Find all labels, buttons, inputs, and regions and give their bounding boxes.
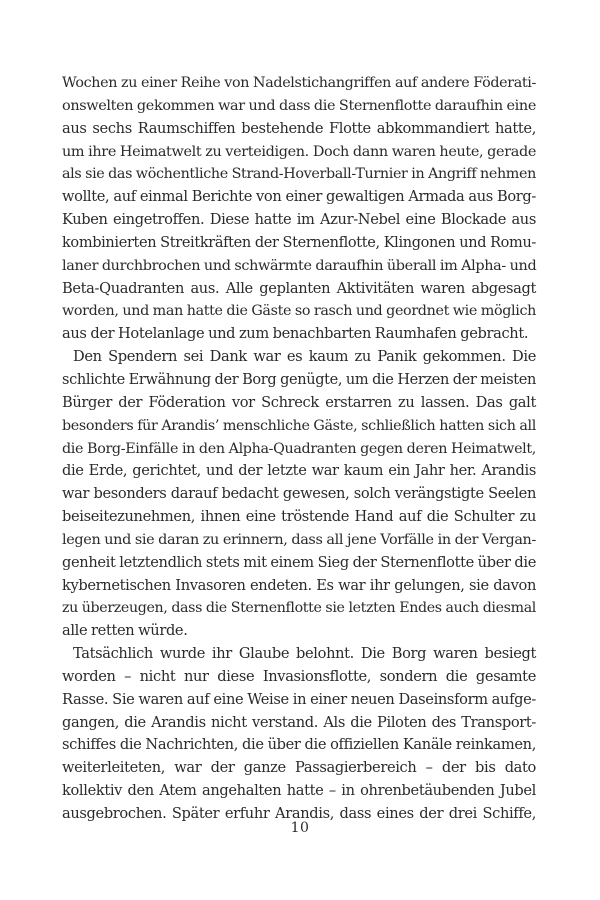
text-line: Beta-Quadranten aus. Alle geplanten Aktivitäten waren abgesagt	[62, 279, 536, 297]
text-line: Den Spendern sei Dank war es kaum zu Panik gekommen. Die	[73, 348, 536, 366]
text-line: Kuben eingetroffen. Diese hatte im Azur-Nebel eine Blockade aus	[62, 211, 536, 229]
text-line: die Erde, gerichtet, und der letzte war kaum ein Jahr her. Arandis	[62, 462, 536, 480]
text-line: ausgebrochen. Später erfuhr Arandis, dass eines der drei Schiffe,	[62, 805, 536, 822]
text-line: genheit letztendlich stets mit einem Sieg der Sternenflotte über die	[62, 553, 537, 571]
text-line: beiseitezunehmen, ihnen eine tröstende Hand auf die Schulter zu	[62, 508, 536, 526]
text-line: kybernetischen Invasoren endeten. Es war ihr gelungen, sie davon	[62, 576, 536, 594]
text-line: schlichte Erwähnung der Borg genügte, um die Herzen der meisten	[62, 371, 536, 388]
text-line: kollektiv den Atem angehalten hatte – in ohrenbetäubenden Jubel	[62, 782, 536, 800]
text-line: war besonders darauf bedacht gewesen, solch verängstigte Seelen	[62, 485, 536, 503]
text-line: kombinierten Streitkräften der Sternenflotte, Klingonen und Romu-	[62, 234, 536, 251]
text-line: Rasse. Sie waren auf eine Weise in einer neuen Daseinsform aufge-	[62, 690, 536, 708]
text-line: laner durchbrochen und schwärmte daraufhin überall im Alpha- und	[62, 257, 537, 274]
text-line: schiffes die Nachrichten, die über die offiziellen Kanäle reinkamen,	[62, 736, 536, 754]
text-line: Tatsächlich wurde ihr Glaube belohnt. Die Borg waren besiegt	[73, 645, 536, 663]
text-line: wollte, auf einmal Berichte von einer gewaltigen Armada aus Borg-	[62, 188, 536, 206]
text-line: worden – nicht nur diese Invasionsflotte, sondern die gesamte	[62, 667, 536, 685]
text-line: als sie das wöchentliche Strand-Hoverball-Turnier in Angriff nehmen	[62, 166, 536, 183]
text-line: onswelten gekommen war und dass die Sternenflotte daraufhin eine	[62, 97, 536, 114]
text-line: Bürger der Föderation vor Schreck erstarren zu lassen. Das galt	[62, 393, 536, 411]
text-line: besonders für Arandis’ menschliche Gäste, schließlich hatten sich all	[62, 417, 536, 434]
page-body	[62, 72, 536, 826]
text-line: die Borg-Einfälle in den Alpha-Quadranten gegen deren Heimatwelt,	[62, 440, 536, 457]
text-line: aus sechs Raumschiffen bestehende Flotte abkommandiert hatte,	[62, 119, 536, 137]
page-number: 10	[290, 820, 310, 836]
text-line: um ihre Heimatwelt zu verteidigen. Doch dann waren heute, gerade	[62, 143, 536, 160]
text-line: weiterleiteten, war der ganze Passagierbereich – der bis dato	[62, 759, 536, 777]
text-line: worden, und man hatte die Gäste so rasch und geordnet wie möglich	[62, 303, 536, 320]
text-line: aus der Hotelanlage und zum benachbarten Raumhafen gebracht.	[62, 325, 529, 343]
text-line: gangen, die Arandis nicht verstand. Als die Piloten des Transport-	[62, 713, 536, 731]
text-line: zu überzeugen, dass die Sternenflotte sie letzten Endes auch diesmal	[62, 600, 536, 617]
text-line: legen und sie daran zu erinnern, dass all jene Vorfälle in der Vergan-	[62, 531, 536, 548]
text-line: Wochen zu einer Reihe von Nadelstichangriffen auf andere Föderati-	[62, 75, 536, 91]
text-line: alle retten würde.	[62, 622, 188, 640]
